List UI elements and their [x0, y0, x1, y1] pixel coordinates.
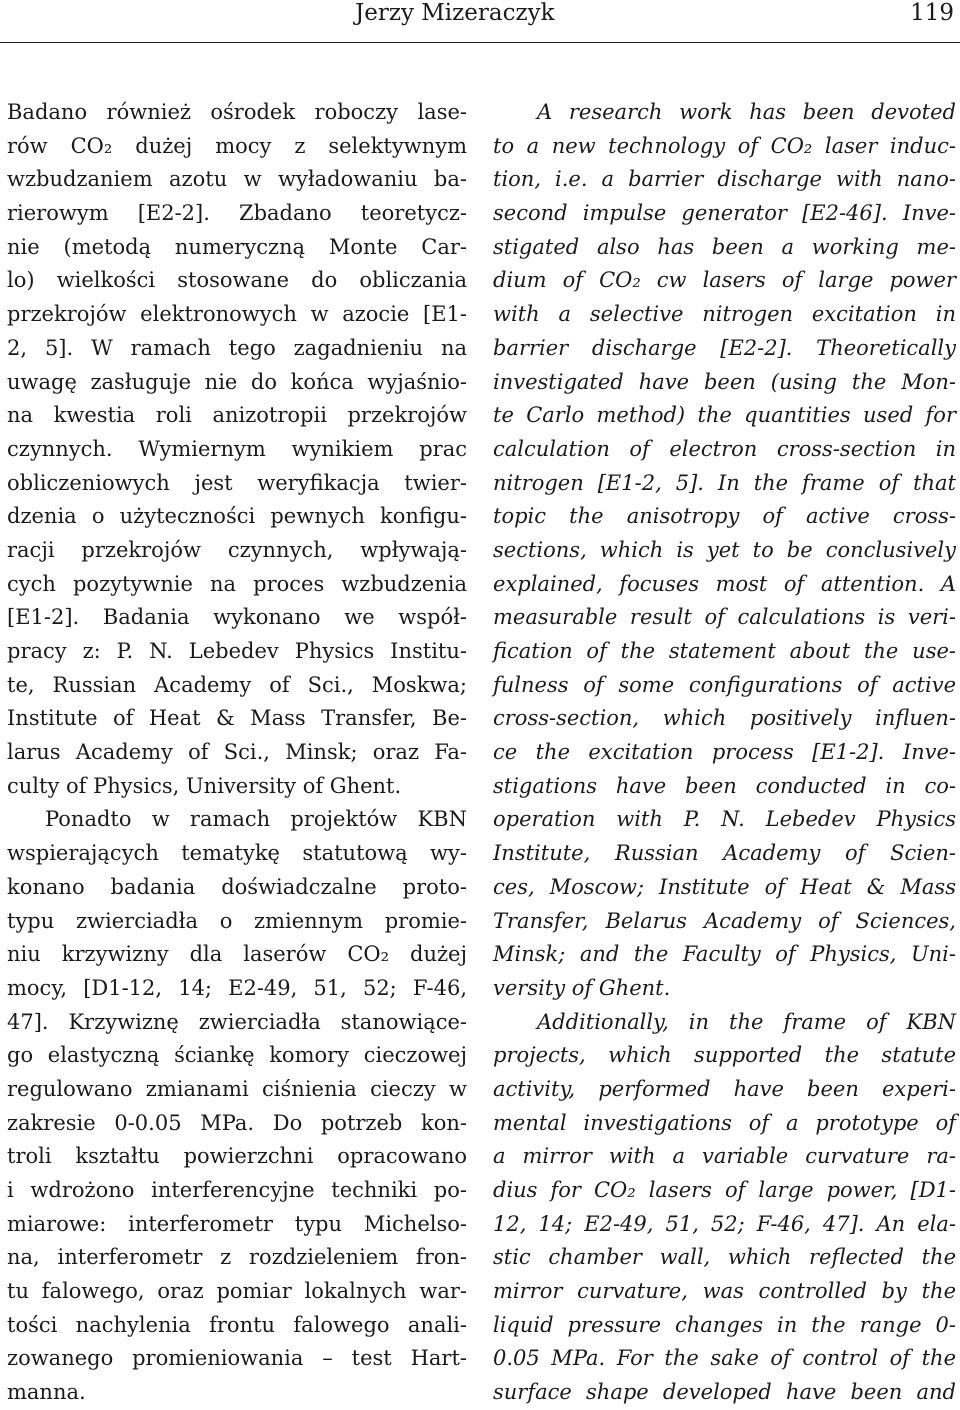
text-line: activity, performed have been experi- — [493, 1076, 956, 1101]
text-line: dium of CO₂ cw lasers of large power — [493, 268, 956, 293]
text-line: investigated have been (using the Mon- — [493, 369, 956, 394]
text-line: fication of the statement about the use- — [493, 639, 956, 663]
text-line: Institute, Russian Academy of Scien- — [493, 841, 956, 866]
text-line: niu krzywizny dla laserów CO₂ dużej — [7, 942, 467, 967]
text-line: uwagę zasługuje nie do końca wyjaśnio- — [7, 369, 467, 394]
text-line: regulowano zmianami ciśnienia cieczy w — [7, 1076, 467, 1101]
text-line: A research work has been devoted — [537, 100, 956, 124]
text-line: mental investigations of a prototype of — [493, 1110, 956, 1135]
text-line: obliczeniowych jest weryfikacja twier- — [7, 470, 467, 495]
text-line: na, interferometr z rozdzieleniem fron- — [7, 1245, 467, 1270]
text-line: Badano również ośrodek roboczy lase- — [7, 100, 467, 124]
text-line: nie (metodą numeryczną Monte Car- — [7, 234, 467, 259]
text-line: culty of Physics, University of Ghent. — [7, 773, 402, 798]
text-line: operation with P. N. Lebedev Physics — [493, 807, 956, 832]
text-line: tu falowego, oraz pomiar lokalnych war- — [7, 1279, 467, 1304]
text-line: tości nachylenia frontu falowego anali- — [7, 1312, 467, 1337]
text-line: cross-section, which positively influen- — [493, 706, 956, 731]
text-line: Ponadto w ramach projektów KBN — [45, 807, 467, 832]
text-line: na kwestia roli anizotropii przekrojów — [7, 403, 467, 428]
polish-text-column — [7, 96, 467, 1410]
text-line: racji przekrojów czynnych, wpływają- — [7, 537, 467, 562]
text-line: 47]. Krzywiznę zwierciadła stanowiące- — [7, 1009, 467, 1034]
text-line: liquid pressure changes in the range 0- — [493, 1312, 956, 1337]
text-line: manna. — [7, 1380, 86, 1405]
text-line: a mirror with a variable curvature ra- — [493, 1144, 956, 1169]
text-line: troli kształtu powierzchni opracowano — [7, 1144, 467, 1169]
text-line: mocy, [D1-12, 14; E2-49, 51, 52; F-46, — [7, 975, 467, 1000]
english-translation-column — [493, 96, 956, 1410]
text-line: fulness of some configurations of active — [493, 672, 956, 697]
text-line: with a selective nitrogen excitation in — [493, 302, 956, 327]
text-line: lo) wielkości stosowane do obliczania — [7, 268, 467, 293]
text-line: te Carlo method) the quantities used for — [493, 403, 956, 428]
text-line: stigations have been conducted in co- — [493, 773, 956, 798]
text-line: konano badania doświadczalne proto- — [7, 874, 467, 899]
text-line: pracy z: P. N. Lebedev Physics Institu- — [7, 639, 467, 663]
text-line: miarowe: interferometr typu Michelso- — [7, 1211, 467, 1236]
text-line: ces, Moscow; Institute of Heat & Mass — [493, 874, 956, 899]
text-line: zakresie 0-0.05 MPa. Do potrzeb kon- — [7, 1110, 467, 1135]
text-line: dzenia o użyteczności pewnych konfigu- — [7, 504, 467, 529]
text-line: wspierających tematykę statutową wy- — [7, 841, 467, 866]
text-line: tion, i.e. a barrier discharge with nano- — [493, 167, 956, 192]
text-line: Institute of Heat & Mass Transfer, Be- — [7, 706, 467, 731]
text-line: cych pozytywnie na proces wzbudzenia — [7, 571, 467, 596]
text-line: rierowym [E2-2]. Zbadano teoretycz- — [7, 201, 467, 226]
text-line: i wdrożono interferencyjne techniki po- — [7, 1178, 467, 1202]
text-line: te, Russian Academy of Sci., Moskwa; — [7, 672, 467, 697]
text-line: go elastyczną ściankę komory cieczowej — [7, 1043, 467, 1068]
text-line: topic the anisotropy of active cross- — [493, 504, 956, 529]
text-line: czynnych. Wymiernym wynikiem prac — [7, 436, 467, 461]
text-line: rów CO₂ dużej mocy z selektywnym — [7, 133, 467, 158]
page-header — [0, 0, 960, 43]
text-line: [E1-2]. Badania wykonano we współ- — [7, 605, 467, 630]
text-line: ce the excitation process [E1-2]. Inve- — [493, 740, 956, 765]
text-line: second impulse generator [E2-46]. Inve- — [493, 201, 956, 226]
text-line: stigated also has been a working me- — [493, 234, 956, 259]
text-line: explained, focuses most of attention. A — [493, 571, 956, 596]
page-number: 119 — [910, 0, 954, 26]
text-line: zowanego promieniowania – test Hart- — [7, 1346, 467, 1371]
text-line: Additionally, in the frame of KBN — [537, 1009, 956, 1034]
text-line: Minsk; and the Faculty of Physics, Uni- — [493, 942, 956, 967]
text-line: calculation of electron cross-section in — [493, 436, 956, 461]
text-line: 2, 5]. W ramach tego zagadnieniu na — [7, 335, 467, 360]
text-line: measurable result of calculations is veri- — [493, 605, 956, 630]
text-line: dius for CO₂ lasers of large power, [D1- — [493, 1178, 956, 1202]
running-head-author: Jerzy Mizeraczyk — [355, 0, 555, 26]
text-line: typu zwierciadła o zmiennym promie- — [7, 908, 467, 933]
text-line: Transfer, Belarus Academy of Sciences, — [493, 908, 956, 933]
text-line: versity of Ghent. — [493, 975, 671, 1000]
text-line: stic chamber wall, which reflected the — [493, 1245, 956, 1270]
text-line: sections, which is yet to be conclusively — [493, 537, 956, 562]
text-line: 12, 14; E2-49, 51, 52; F-46, 47]. An ela- — [493, 1211, 956, 1236]
text-line: mirror curvature, was controlled by the — [493, 1279, 956, 1304]
text-line: to a new technology of CO₂ laser induc- — [493, 133, 956, 158]
text-line: barrier discharge [E2-2]. Theoretically — [493, 335, 956, 360]
text-line: larus Academy of Sci., Minsk; oraz Fa- — [7, 740, 467, 765]
text-line: projects, which supported the statute — [493, 1043, 956, 1068]
text-line: nitrogen [E1-2, 5]. In the frame of that — [493, 470, 956, 495]
text-line: surface shape developed have been and — [493, 1380, 956, 1405]
text-line: 0.05 MPa. For the sake of control of the — [493, 1346, 956, 1371]
text-line: wzbudzaniem azotu w wyładowaniu ba- — [7, 167, 467, 192]
text-line: przekrojów elektronowych w azocie [E1- — [7, 302, 467, 327]
